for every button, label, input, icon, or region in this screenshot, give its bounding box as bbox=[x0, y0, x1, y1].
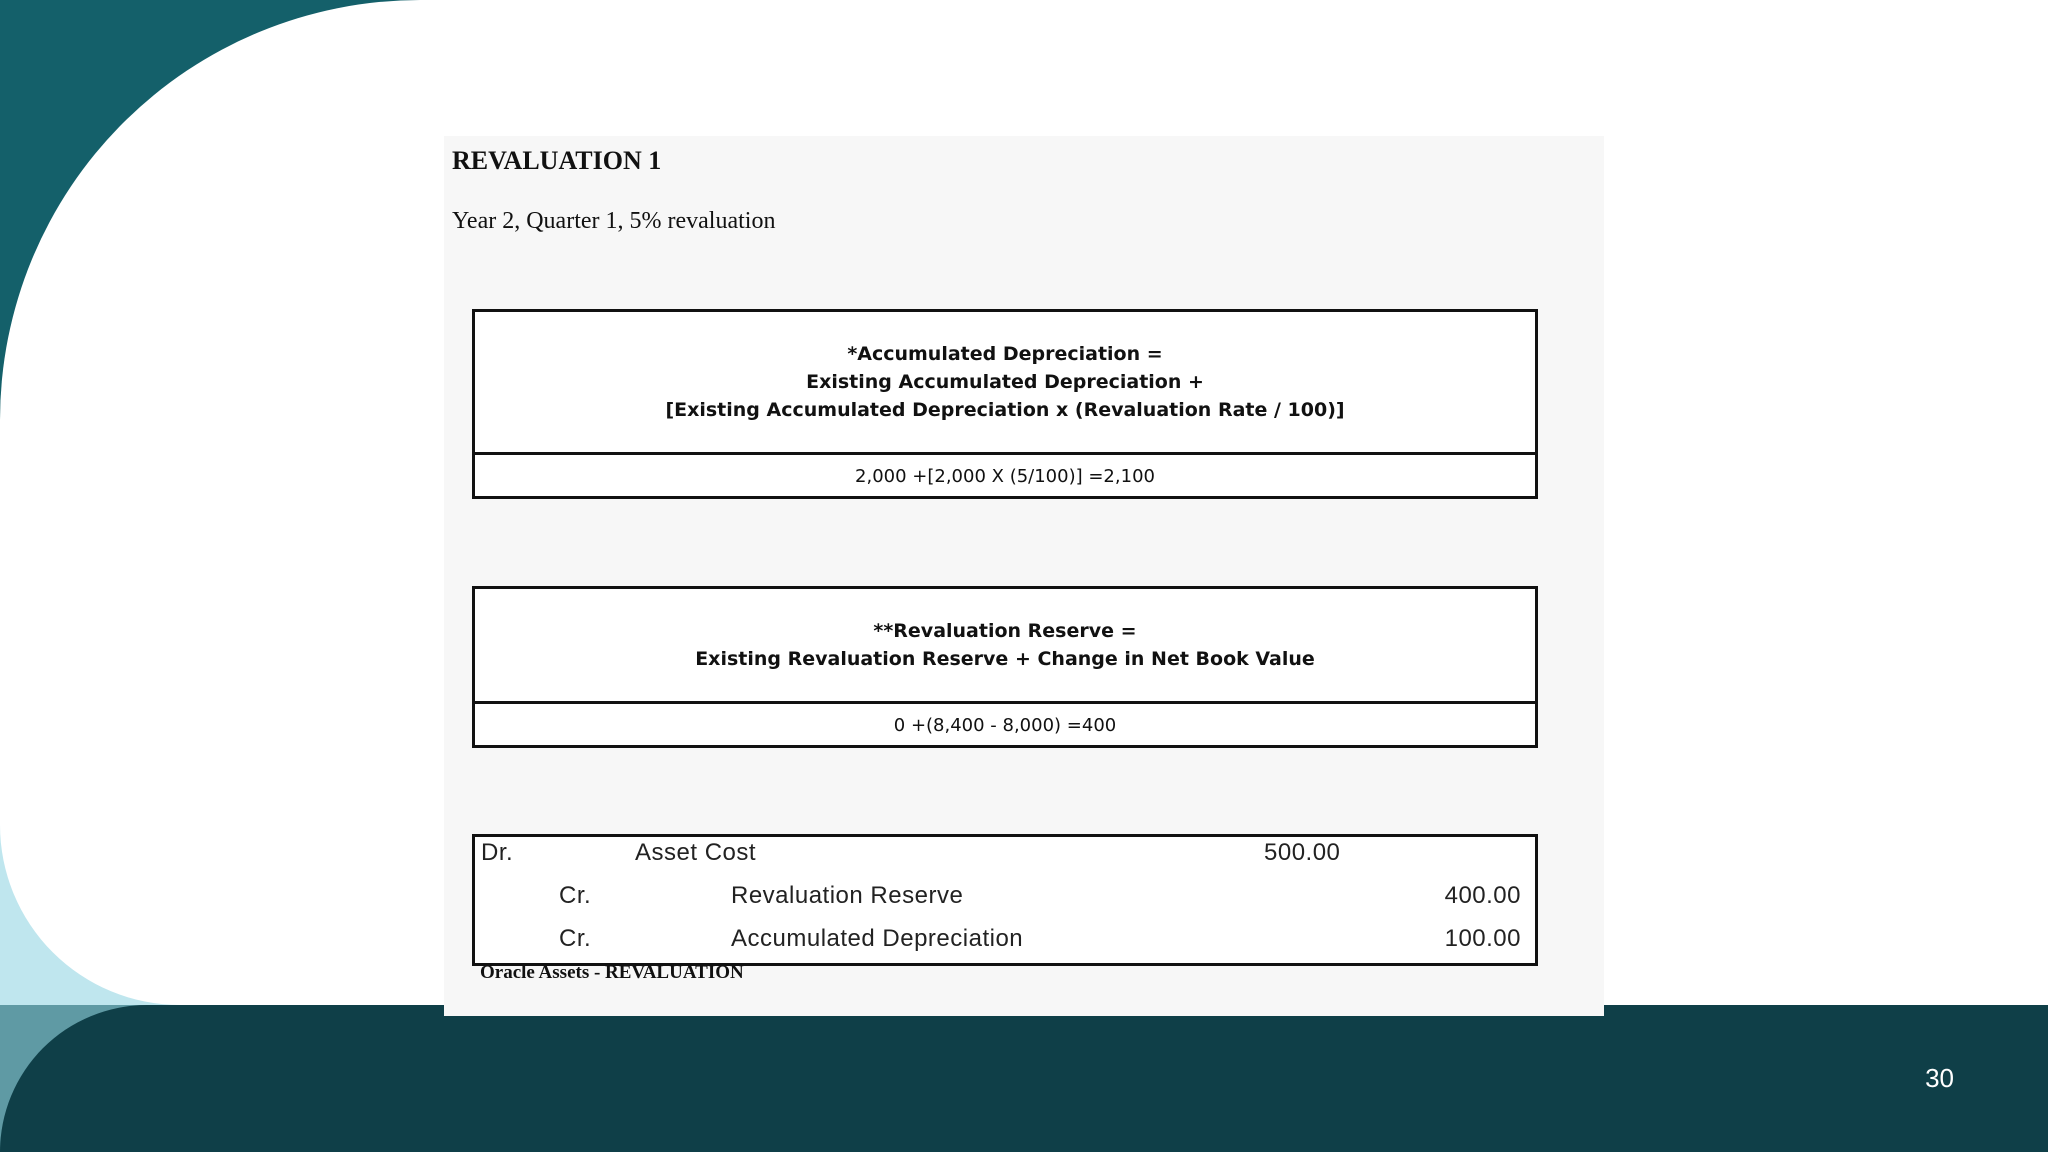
footer-band bbox=[0, 1005, 2048, 1152]
journal-row bbox=[475, 882, 1535, 922]
formula-definition bbox=[475, 312, 1535, 455]
formula-definition bbox=[475, 589, 1535, 704]
journal-debit: 500.00 bbox=[1264, 839, 1341, 866]
journal-side: Cr. bbox=[559, 925, 592, 952]
journal-credit: 400.00 bbox=[1444, 882, 1521, 909]
document-subtitle: Year 2, Quarter 1, 5% revaluation bbox=[452, 208, 776, 234]
journal-account: Revaluation Reserve bbox=[731, 882, 964, 909]
document-title: REVALUATION 1 bbox=[452, 146, 662, 175]
formula-line: **Revaluation Reserve = bbox=[873, 620, 1137, 642]
journal-account: Asset Cost bbox=[635, 839, 757, 866]
formula-calculation: 0 +(8,400 - 8,000) =400 bbox=[893, 714, 1117, 736]
journal-row bbox=[475, 839, 1535, 879]
formula-line: Existing Accumulated Depreciation + bbox=[806, 371, 1204, 393]
revaluation-reserve-formula-box bbox=[472, 586, 1538, 748]
journal-account: Accumulated Depreciation bbox=[731, 925, 1024, 952]
formula-line: [Existing Accumulated Depreciation x (Revaluation Rate / 100)] bbox=[665, 399, 1345, 421]
journal-entry-table bbox=[472, 834, 1538, 966]
formula-calculation: 2,000 +[2,000 X (5/100)] =2,100 bbox=[855, 465, 1155, 487]
formula-line: Existing Revaluation Reserve + Change in Net Book Value bbox=[695, 648, 1315, 670]
journal-row bbox=[475, 925, 1535, 965]
formula-line: *Accumulated Depreciation = bbox=[847, 343, 1163, 365]
figure-caption: Oracle Assets - REVALUATION bbox=[480, 962, 744, 983]
journal-side: Cr. bbox=[559, 882, 592, 909]
journal-credit: 100.00 bbox=[1444, 925, 1521, 952]
journal-side: Dr. bbox=[481, 839, 514, 866]
page-number: 30 bbox=[1925, 1063, 1954, 1093]
accumulated-depreciation-formula-box bbox=[472, 309, 1538, 499]
document-image bbox=[444, 136, 1604, 1016]
